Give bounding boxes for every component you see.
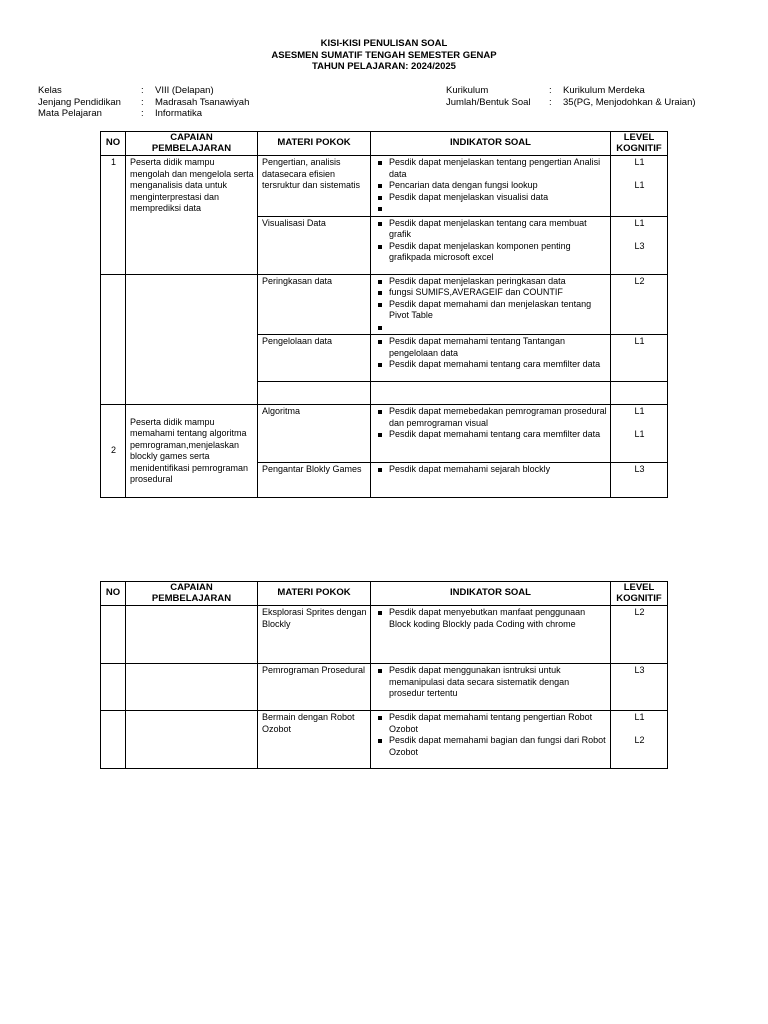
capaian-cell: Peserta didik mampu mengolah dan mengelola serta menganalisis data untuk menginterprestasi dan memprediksi data <box>126 156 258 275</box>
info-label: Jenjang Pendidikan <box>38 96 121 108</box>
info-colon: : <box>141 108 144 119</box>
info-label: Kurikulum <box>446 85 489 96</box>
info-colon: : <box>549 85 552 96</box>
header-materi: MATERI POKOK <box>258 582 371 606</box>
indikator-item: Pencarian data dengan fungsi lookup <box>375 180 607 192</box>
table-header-row <box>101 132 668 156</box>
level-value: L1 <box>634 217 645 228</box>
info-value: Madrasah Tsanawiyah <box>155 96 250 108</box>
capaian-cell: Peserta didik mampu memahami tentang algoritma pemrograman,menjelaskan blockly games serta menidentifikasi pemrograman prosedural <box>126 405 258 498</box>
indikator-cell <box>371 711 611 769</box>
table-row <box>101 664 668 711</box>
indikator-item: Pesdik dapat memahami sejarah blockly <box>375 464 607 476</box>
info-colon: : <box>141 96 144 108</box>
header-level-line2: KOGNITIF <box>616 142 662 154</box>
info-label: Kelas <box>38 85 62 96</box>
level-value: L3 <box>634 240 645 251</box>
indikator-item: fungsi SUMIFS,AVERAGEIF dan COUNTIF <box>375 287 607 299</box>
row-number: 2 <box>101 405 126 498</box>
level-value: L1 <box>634 336 645 346</box>
level-value <box>615 229 664 241</box>
table-row <box>101 156 668 217</box>
info-row-mapel <box>38 108 249 120</box>
row-number: 1 <box>101 156 126 275</box>
level-cell <box>611 664 668 711</box>
level-value: L2 <box>634 607 645 617</box>
indikator-item: Pesdik dapat menggunakan isntruksi untuk memanipulasi data secara sistematik dengan prosedur tertentu <box>375 665 607 700</box>
info-row-kelas <box>38 85 249 97</box>
indikator-cell <box>371 335 611 382</box>
header-no: NO <box>101 582 126 606</box>
level-value: L3 <box>634 464 645 474</box>
materi-cell: Pengantar Blokly Games <box>258 463 371 498</box>
level-value: L1 <box>634 406 645 416</box>
level-cell <box>611 711 668 769</box>
materi-cell: Eksplorasi Sprites dengan Blockly <box>258 606 371 664</box>
materi-cell: Pengertian, analisis datasecara efisien tersruktur dan sistematis <box>258 156 371 217</box>
capaian-cell-empty <box>126 664 258 711</box>
indikator-cell <box>371 664 611 711</box>
header-level <box>611 582 668 606</box>
table-row <box>101 405 668 463</box>
header-indikator: INDIKATOR SOAL <box>371 582 611 606</box>
indikator-item <box>375 203 607 215</box>
indikator-cell <box>371 405 611 463</box>
indikator-item: Pesdik dapat memahami tentang cara memfilter data <box>375 359 607 371</box>
header-capaian-line1: CAPAIAN <box>170 582 213 593</box>
materi-cell: Pemrograman Prosedural <box>258 664 371 711</box>
indikator-cell <box>371 606 611 664</box>
level-cell <box>611 274 668 335</box>
level-value: L1 <box>634 180 645 190</box>
title-line-3: TAHUN PELAJARAN: 2024/2025 <box>312 61 456 72</box>
level-cell <box>611 156 668 217</box>
info-row-kurikulum <box>446 85 696 97</box>
indikator-item: Pesdik dapat menjelaskan tentang cara membuat grafik <box>375 218 607 241</box>
kisi-table-1 <box>100 131 668 498</box>
info-value: 35(PG, Menjodohkan & Uraian) <box>563 96 696 108</box>
indikator-item: Pesdik dapat memahami tentang cara memfilter data <box>375 429 607 441</box>
info-label: Jumlah/Bentuk Soal <box>446 96 531 108</box>
indikator-item: Pesdik dapat memahami tentang Tantangan pengelolaan data <box>375 336 607 359</box>
level-cell <box>611 463 668 498</box>
header-capaian-line2: PEMBELAJARAN <box>151 592 232 604</box>
level-value <box>615 169 664 181</box>
level-cell <box>611 216 668 274</box>
indikator-item: Pesdik dapat menjelaskan visualisi data <box>375 192 607 204</box>
info-label: Mata Pelajaran <box>38 108 102 119</box>
materi-cell: Visualisasi Data <box>258 216 371 274</box>
table-row <box>101 606 668 664</box>
info-colon: : <box>549 96 552 108</box>
info-row-jenjang <box>38 97 249 109</box>
level-value <box>615 441 664 453</box>
indikator-item <box>375 322 607 334</box>
info-right <box>446 85 696 108</box>
header-materi: MATERI POKOK <box>258 132 371 156</box>
indikator-item: Pesdik dapat memahami dan menjelaskan tentang Pivot Table <box>375 299 607 322</box>
row-number-empty <box>101 274 126 405</box>
header-capaian-line2: PEMBELAJARAN <box>151 142 232 154</box>
row-number-empty <box>101 711 126 769</box>
row-number-empty <box>101 606 126 664</box>
header-indikator: INDIKATOR SOAL <box>371 132 611 156</box>
row-number-empty <box>101 664 126 711</box>
indikator-item: Pesdik dapat memebedakan pemrograman prosedural dan pemrograman visual <box>375 406 607 429</box>
materi-cell: Algoritma <box>258 405 371 463</box>
materi-cell: Pengelolaan data <box>258 335 371 382</box>
info-value: VIII (Delapan) <box>155 85 214 96</box>
kisi-table-2 <box>100 581 668 769</box>
document-title <box>0 38 768 73</box>
level-value: L1 <box>634 712 645 722</box>
header-level-line2: KOGNITIF <box>616 592 662 604</box>
header-capaian <box>126 582 258 606</box>
info-value: Informatika <box>155 108 202 119</box>
level-value: L1 <box>634 157 645 167</box>
info-colon: : <box>141 85 144 96</box>
title-line-2: ASESMEN SUMATIF TENGAH SEMESTER GENAP <box>271 49 497 61</box>
info-value: Kurikulum Merdeka <box>563 85 645 96</box>
level-cell <box>611 335 668 382</box>
indikator-item: Pesdik dapat menyebutkan manfaat penggunaan Block koding Blockly pada Coding with chrome <box>375 607 607 630</box>
info-left <box>38 85 249 120</box>
materi-cell: Bermain dengan Robot Ozobot <box>258 711 371 769</box>
indikator-item: Pesdik dapat memahami bagian dan fungsi dari Robot Ozobot <box>375 735 607 758</box>
indikator-cell <box>371 156 611 217</box>
indikator-cell <box>371 463 611 498</box>
indikator-item: Pesdik dapat menjelaskan peringkasan data <box>375 276 607 288</box>
info-row-jumlah <box>446 97 696 109</box>
capaian-cell-empty <box>126 711 258 769</box>
level-cell <box>611 606 668 664</box>
table-row <box>101 711 668 769</box>
level-value <box>615 418 664 430</box>
indikator-item: Pesdik dapat menjelaskan komponen penting grafikpada microsoft excel <box>375 241 607 264</box>
level-cell-empty <box>611 382 668 405</box>
level-value: L1 <box>634 429 645 439</box>
header-level-line1: LEVEL <box>623 132 655 143</box>
materi-cell: Peringkasan data <box>258 274 371 335</box>
title-line-1: KISI-KISI PENULISAN SOAL <box>320 38 448 49</box>
header-level-line1: LEVEL <box>623 582 655 593</box>
level-value: L3 <box>634 665 645 675</box>
capaian-cell-empty <box>126 274 258 405</box>
header-capaian <box>126 132 258 156</box>
level-value: L2 <box>634 735 645 745</box>
level-value: L2 <box>634 275 645 286</box>
indikator-cell <box>371 274 611 335</box>
header-no: NO <box>101 132 126 156</box>
materi-cell-empty <box>258 382 371 405</box>
capaian-cell-empty <box>126 606 258 664</box>
table-row <box>101 274 668 335</box>
header-level <box>611 132 668 156</box>
level-value <box>615 724 664 736</box>
header-capaian-line1: CAPAIAN <box>170 132 213 143</box>
indikator-cell <box>371 216 611 274</box>
indikator-item: Pesdik dapat menjelaskan tentang pengertian Analisi data <box>375 157 607 180</box>
indikator-item: Pesdik dapat memahami tentang pengertian Robot Ozobot <box>375 712 607 735</box>
indikator-cell-empty <box>371 382 611 405</box>
level-cell <box>611 405 668 463</box>
table-header-row <box>101 582 668 606</box>
